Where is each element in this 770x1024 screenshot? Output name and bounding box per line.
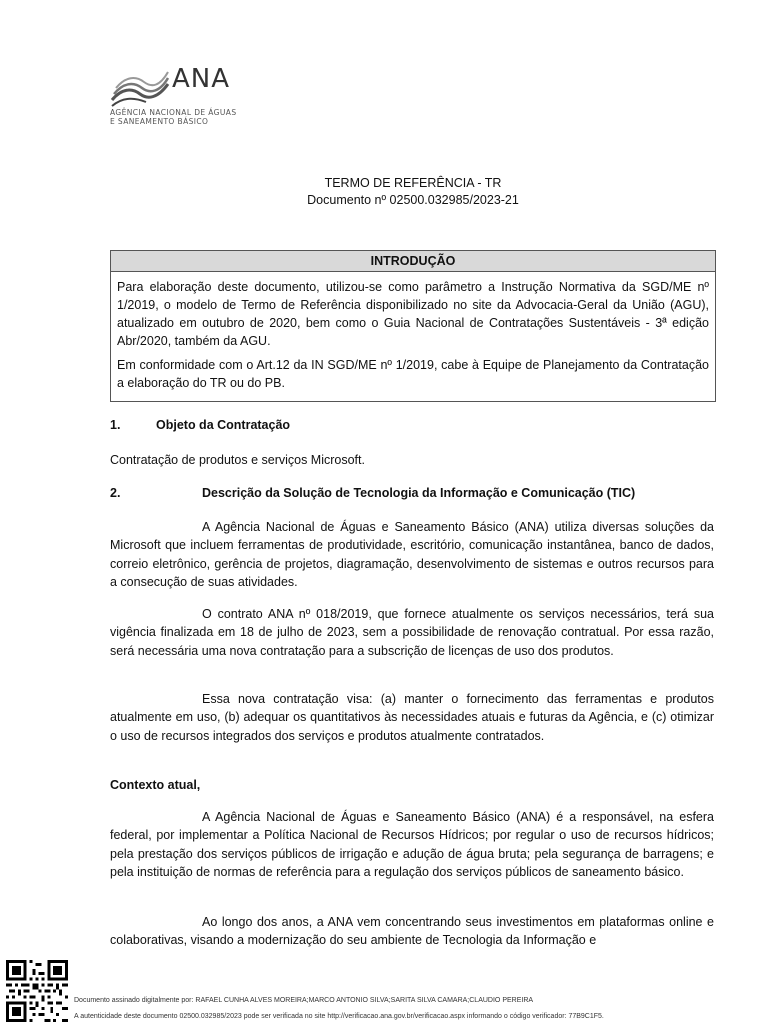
section-2-paragraph-2: O contrato ANA nº 018/2019, que fornece atualmente os serviços necessários, terá sua vigência finalizada em 18 de julho de 2023, sem a possibilidade de renovação contratual. Por essa razão, será necessária uma nova contratação para a subscrição de licenças de uso dos produtos. [110, 607, 714, 658]
context-paragraph-2: Ao longo dos anos, a ANA vem concentrando seus investimentos em plataformas online e colaborativas, visando a modernização do seu ambiente de Tecnologia da Informação e [110, 915, 714, 948]
section-2-title: Descrição da Solução de Tecnologia da Informação e Comunicação (TIC) [202, 486, 636, 500]
section-2-number: 2. [110, 486, 121, 500]
section-2-paragraph-3: Essa nova contratação visa: (a) manter o fornecimento das ferramentas e produtos atualmente em uso, (b) adequar os quantitativos às necessidades atuais e futuras da Agência, e (c) otimizar o uso de recursos integrados dos serviços e produtos atualmente contratados. [110, 692, 714, 743]
section-2-heading [110, 484, 714, 502]
ana-logo [110, 64, 250, 144]
logo-name: ANA [172, 64, 231, 94]
authenticity-notice: A autenticidade deste documento 02500.032985/2023 pode ser verificada no site http://verificacao.ana.gov.br/verificacao.aspx informando o código verificador: 77B9C1F5. [74, 1013, 604, 1020]
context-heading: Contexto atual, [110, 778, 201, 792]
qr-code-icon [6, 960, 68, 1022]
introduction-heading: INTRODUÇÃO [111, 251, 715, 272]
wave-logo-icon [110, 70, 170, 110]
introduction-box [110, 250, 716, 402]
context-paragraph-1: A Agência Nacional de Águas e Saneamento Básico (ANA) é a responsável, na esfera federal, por implementar a Política Nacional de Recursos Hídricos; por regular o uso de recursos hídricos; pela prestação dos serviços públicos de irrigação e adução de água bruta; pela segurança de barragens; e pela instituição de normas de referência para a regulação dos serviços públicos de saneamento básico. [110, 810, 714, 879]
section-1-heading [110, 416, 714, 434]
document-number: Documento nº 02500.032985/2023-21 [307, 193, 519, 207]
signature-notice: Documento assinado digitalmente por: RAFAEL CUNHA ALVES MOREIRA;MARCO ANTONIO SILVA;SARITA SILVA CAMARA;CLAUDIO PEREIRA [74, 997, 534, 1004]
section-1-title: Objeto da Contratação [156, 418, 291, 432]
section-1-text: Contratação de produtos e serviços Microsoft. [110, 453, 365, 467]
introduction-paragraph-1: Para elaboração deste documento, utilizou-se como parâmetro a Instrução Normativa da SGD/ME nº 1/2019, o modelo de Termo de Referência disponibilizado no site da Advocacia-Geral da União (AGU), atualizado em outubro de 2020, bem como o Guia Nacional de Contratações Sustentáveis - 3ª edição Abr/2020, também da AGU. [117, 280, 709, 348]
document-title: TERMO DE REFERÊNCIA - TR [324, 176, 502, 190]
section-2-paragraph-1: A Agência Nacional de Águas e Saneamento Básico (ANA) utiliza diversas soluções da Microsoft que incluem ferramentas de produtividade, escritório, comunicação instantânea, banco de dados, correio eletrônico, gerência de projetos, diagramação, desenvolvimento de sistemas e outros recursos para a consecução de suas atividades. [110, 520, 714, 589]
section-1-number: 1. [110, 418, 121, 432]
introduction-paragraph-2: Em conformidade com o Art.12 da IN SGD/ME nº 1/2019, cabe à Equipe de Planejamento da Contratação a elaboração do TR ou do PB. [117, 358, 709, 390]
logo-subtitle: AGÊNCIA NACIONAL DE ÁGUAS E SANEAMENTO BÁSICO [110, 108, 237, 126]
